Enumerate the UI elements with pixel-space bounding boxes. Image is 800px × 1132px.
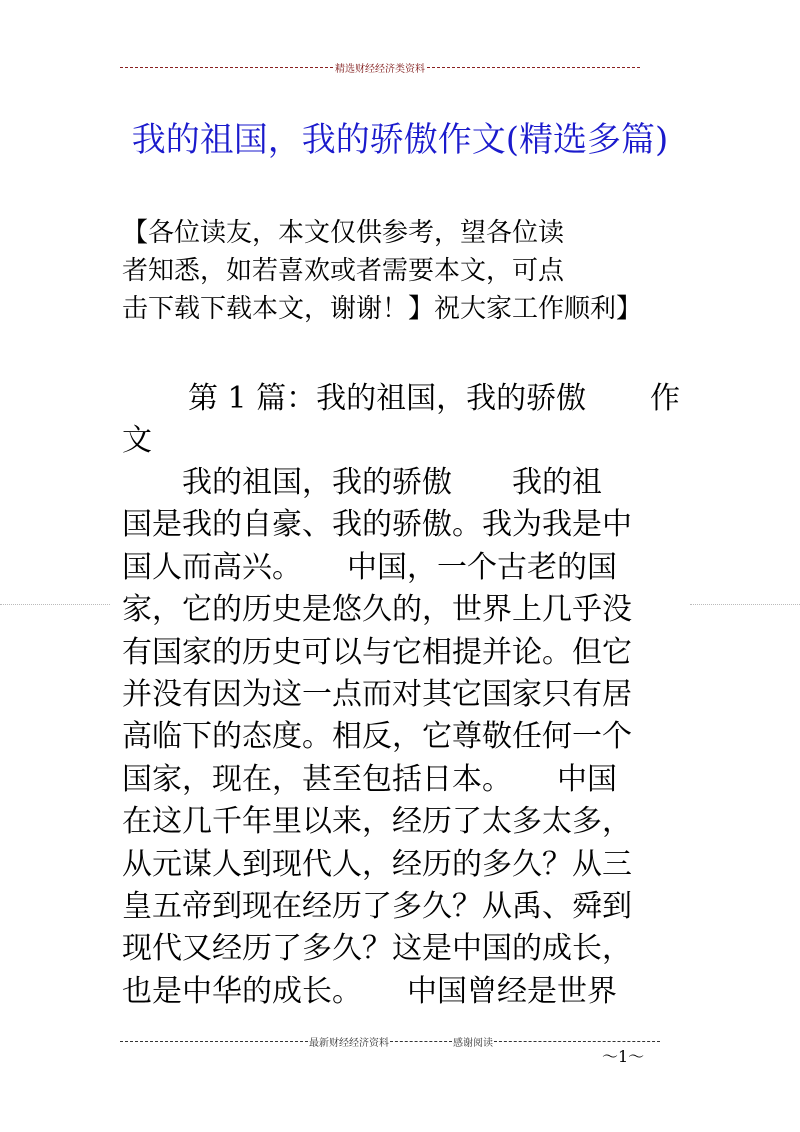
body-line: 国人而高兴。 中国，一个古老的国 — [122, 549, 617, 585]
section-heading-tail: 作 — [650, 381, 680, 416]
body-line: 国是我的自豪、我的骄傲。我为我是中 — [122, 507, 632, 543]
body-line: 也是中华的成长。 中国曾经是世界 — [122, 973, 617, 1009]
header-dash-left — [120, 67, 333, 68]
header-dash-right — [427, 67, 640, 68]
section-heading-wrap: 文 — [122, 423, 152, 458]
body-line: 皇五帝到现在经历了多久？从禹、舜到 — [122, 889, 632, 925]
section-heading-main: 第 1 篇：我的祖国，我的骄傲 — [188, 381, 587, 416]
article-body — [122, 462, 682, 1013]
notice-line: 者知悉，如若喜欢或者需要本文，可点 — [122, 256, 565, 286]
notice-line: 击下载下载本文，谢谢！】祝大家工作顺利】 — [122, 294, 643, 324]
body-line: 在这几千年里以来，经历了太多太多， — [122, 804, 632, 840]
body-line: 我的祖国，我的骄傲 我的祖 — [122, 465, 602, 500]
notice-line: 【各位读友，本文仅供参考，望各位读 — [122, 218, 565, 248]
footer-dash-left — [120, 1041, 308, 1042]
section-heading — [122, 378, 682, 462]
notice-block — [122, 214, 682, 328]
footer-left-text: 最新财经经济资料 — [309, 1038, 389, 1049]
header-text: 精选财经经济类资料 — [335, 64, 425, 75]
margin-guide-left — [0, 604, 110, 605]
body-line: 从元谋人到现代人，经历的多久？从三 — [122, 846, 632, 882]
page-footer — [120, 1034, 660, 1049]
body-line: 高临下的态度。相反，它尊敬任何一个 — [122, 719, 632, 755]
footer-right-text: 感谢阅读 — [453, 1038, 493, 1049]
page-number: ～1～ — [602, 1047, 645, 1066]
body-line: 并没有因为这一点而对其它国家只有居 — [122, 677, 632, 713]
document-title: 我的祖国，我的骄傲作文(精选多篇) — [131, 120, 669, 160]
body-line: 有国家的历史可以与它相提并论。但它 — [122, 634, 632, 670]
footer-dash-middle — [390, 1041, 452, 1042]
page-header — [120, 60, 640, 75]
body-line: 家，它的历史是悠久的，世界上几乎没 — [122, 592, 632, 628]
body-line: 现代又经历了多久？这是中国的成长， — [122, 931, 632, 967]
footer-dash-right — [494, 1041, 660, 1042]
body-line: 国家，现在，甚至包括日本。 中国 — [122, 761, 617, 797]
margin-guide-right — [690, 604, 800, 605]
